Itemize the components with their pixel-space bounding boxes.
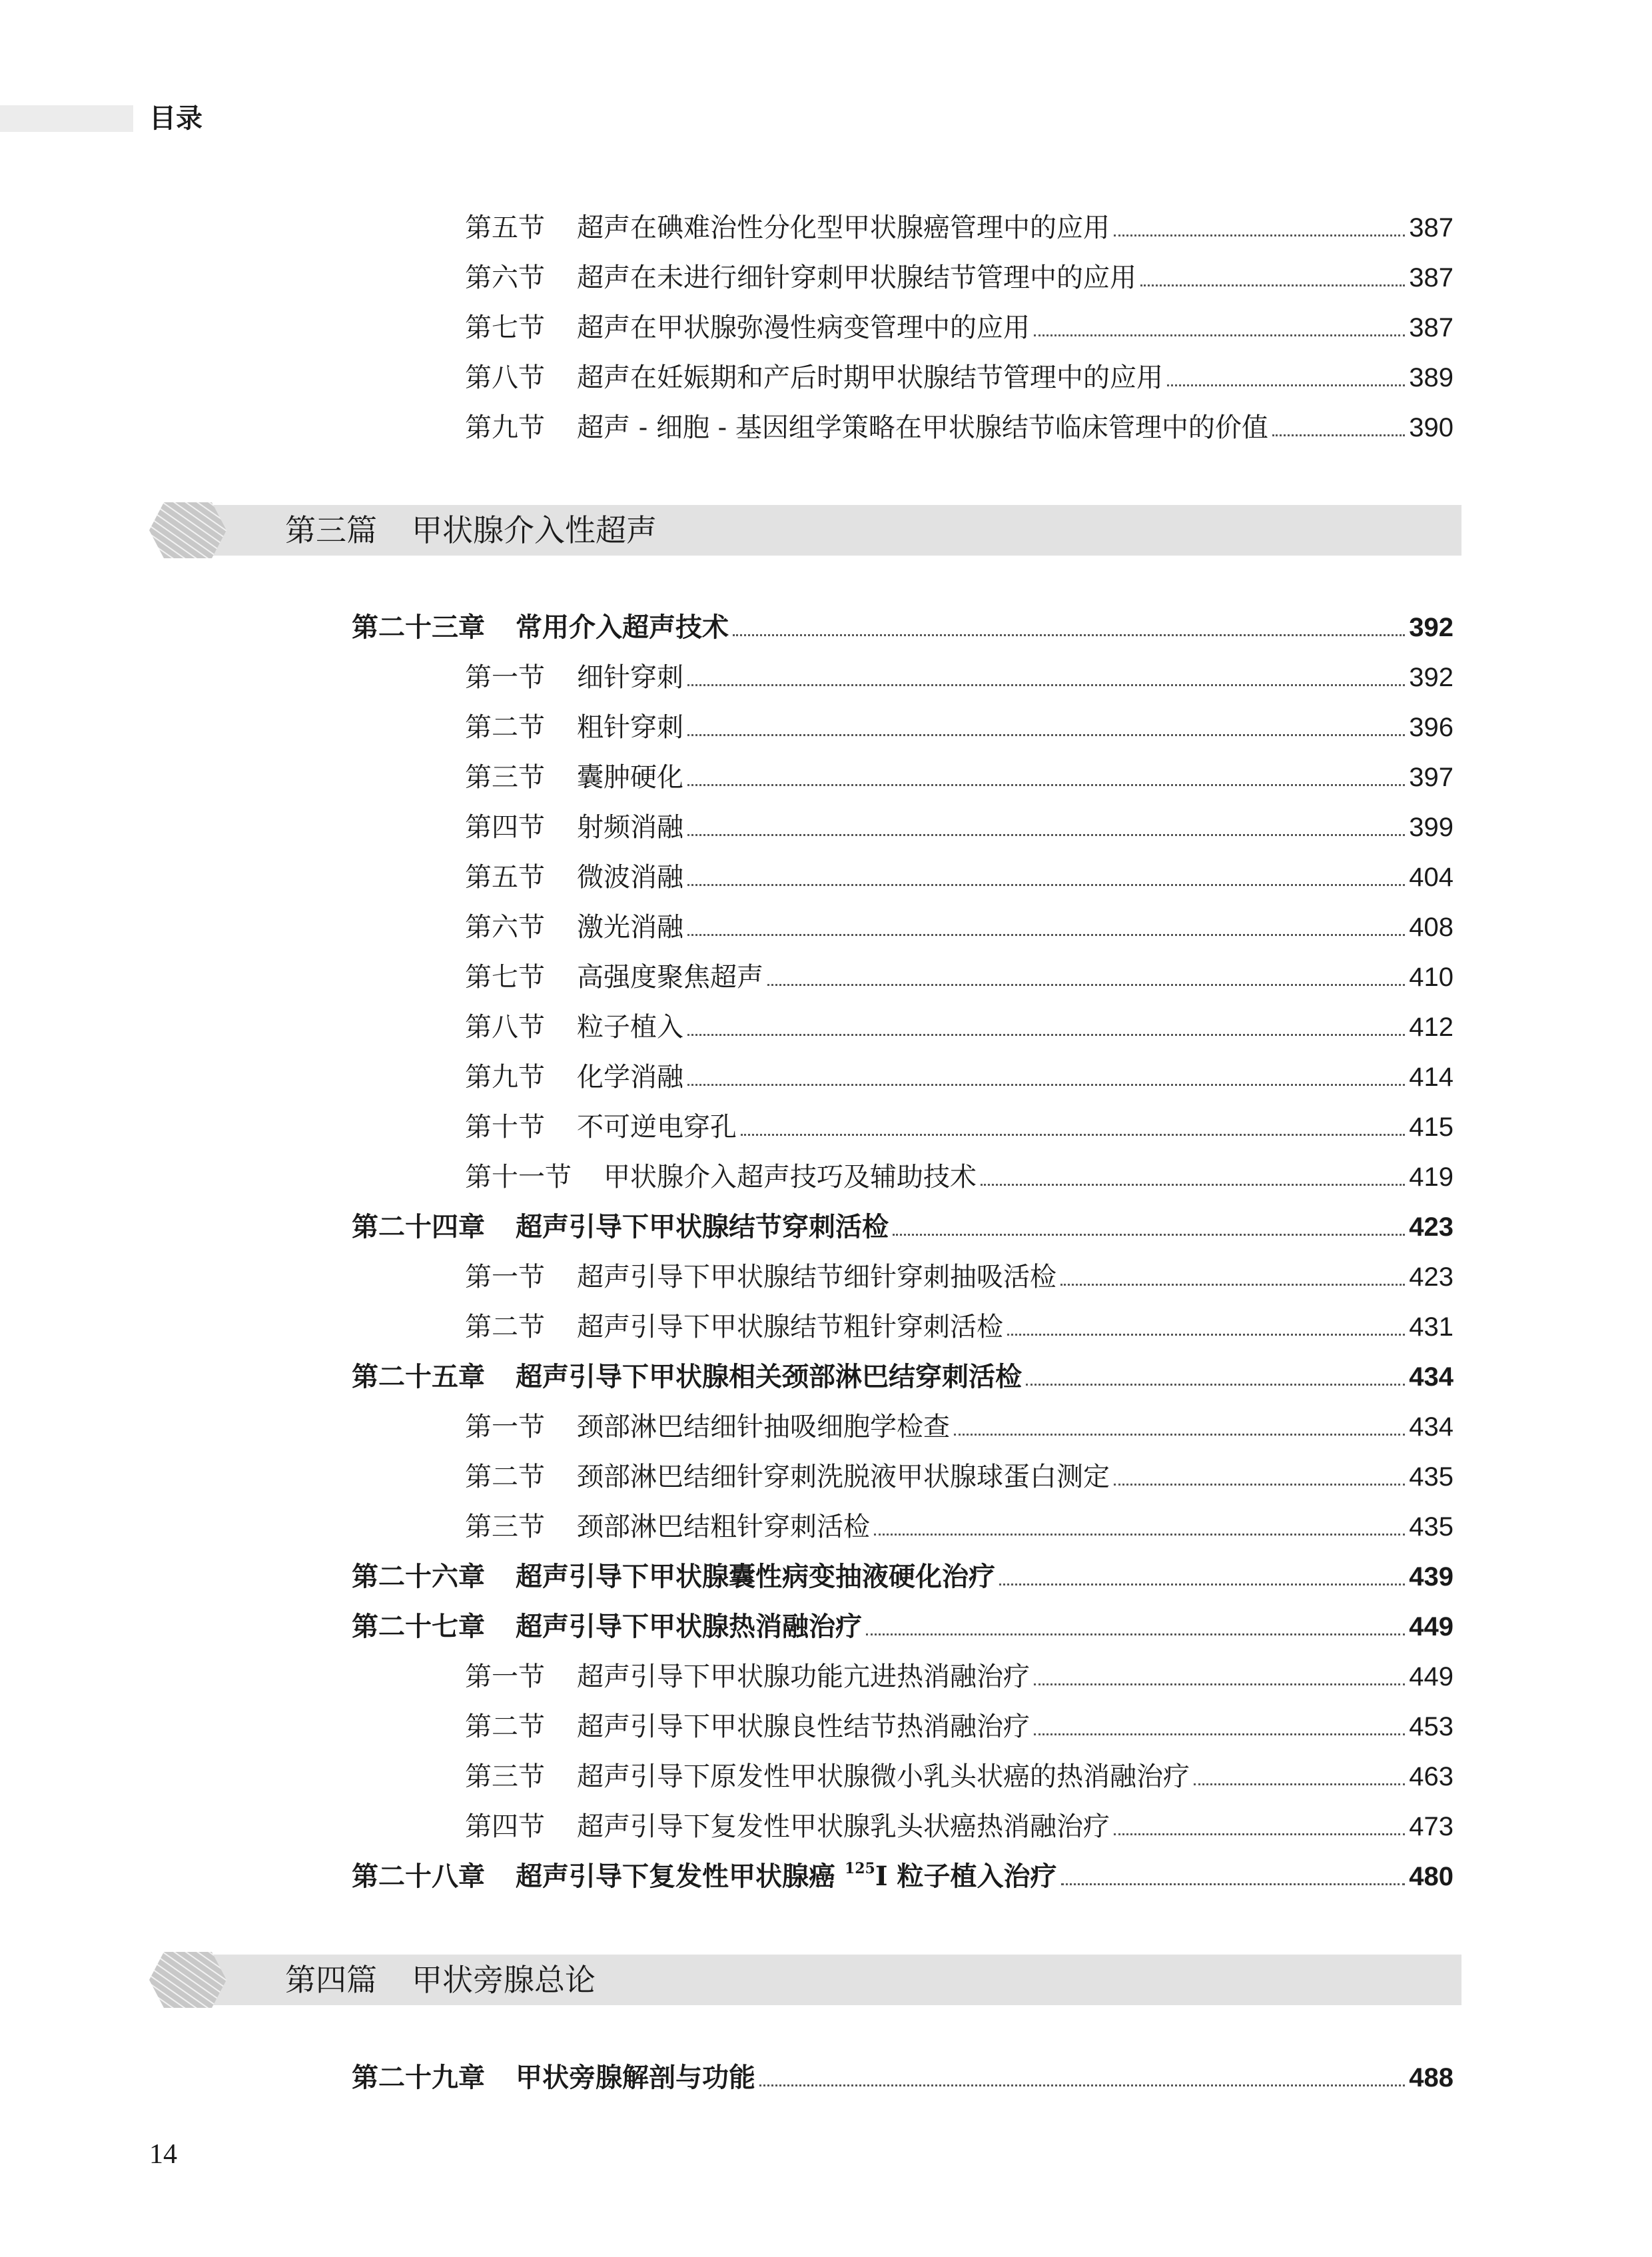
leader-dots xyxy=(1061,1882,1406,1885)
toc-section-row[interactable]: 第二节 超声引导下甲状腺结节粗针穿刺活检 431 xyxy=(465,1312,1453,1342)
toc-chapter-row[interactable]: 第二十七章 超声引导下甲状腺热消融治疗 449 xyxy=(352,1611,1453,1642)
leader-dots xyxy=(1034,1682,1405,1685)
toc-section-row[interactable]: 第十一节 甲状腺介入超声技巧及辅助技术 419 xyxy=(465,1162,1453,1192)
leader-dots xyxy=(1034,1732,1405,1735)
leader-dots xyxy=(741,1132,1405,1136)
leader-dots xyxy=(1026,1382,1405,1386)
leader-dots xyxy=(1114,233,1405,236)
leader-dots xyxy=(687,933,1405,936)
page-number: 14 xyxy=(149,2139,177,2170)
toc-section-row[interactable]: 第二节 颈部淋巴结细针穿刺洗脱液甲状腺球蛋白测定 435 xyxy=(465,1462,1453,1492)
leader-dots xyxy=(733,633,1405,636)
toc-section-row[interactable]: 第九节 化学消融 414 xyxy=(465,1062,1453,1093)
hexagon-icon xyxy=(148,501,228,560)
toc-chapter-row[interactable]: 第二十四章 超声引导下甲状腺结节穿刺活检 423 xyxy=(352,1211,1453,1242)
leader-dots xyxy=(687,1033,1405,1036)
leader-dots xyxy=(687,733,1405,736)
toc-section-row[interactable]: 第四节 超声引导下复发性甲状腺乳头状癌热消融治疗 473 xyxy=(465,1811,1453,1842)
header-bar xyxy=(0,105,133,132)
toc-chapter-row[interactable]: 第二十八章 超声引导下复发性甲状腺癌 $^{125}$I 粒子植入治疗 480 xyxy=(352,1852,1453,1901)
leader-dots xyxy=(1167,383,1405,386)
leader-dots xyxy=(1060,1282,1405,1286)
toc-section-row[interactable]: 第一节 超声引导下甲状腺功能亢进热消融治疗 449 xyxy=(465,1661,1453,1692)
part-title: 第三篇 甲状腺介入性超声 xyxy=(285,512,657,548)
leader-dots xyxy=(1007,1332,1405,1336)
toc-section-row[interactable]: 第六节 超声在未进行细针穿刺甲状腺结节管理中的应用 387 xyxy=(465,262,1453,293)
toc-section-row[interactable]: 第一节 细针穿刺 392 xyxy=(465,662,1453,693)
toc-section-row[interactable]: 第一节 颈部淋巴结细针抽吸细胞学检查 434 xyxy=(465,1412,1453,1442)
leader-dots xyxy=(687,883,1405,886)
leader-dots xyxy=(866,1632,1405,1635)
leader-dots xyxy=(954,1432,1405,1436)
chapter-title: 超声引导下复发性甲状腺癌 $^{125}$I 粒子植入治疗 xyxy=(516,1860,1057,1892)
leader-dots xyxy=(687,833,1405,836)
leader-dots xyxy=(687,783,1405,786)
toc-chapter-row[interactable]: 第二十三章 常用介入超声技术 392 xyxy=(352,612,1453,643)
toc-section-row[interactable]: 第六节 激光消融 408 xyxy=(465,912,1453,943)
leader-dots xyxy=(1140,283,1405,286)
leader-dots xyxy=(1194,1782,1405,1785)
hexagon-icon xyxy=(148,1951,228,2009)
toc-section-row[interactable]: 第九节 超声 - 细胞 - 基因组学策略在甲状腺结节临床管理中的价值 390 xyxy=(465,412,1453,443)
toc-chapter-row[interactable]: 第二十九章 甲状旁腺解剖与功能 488 xyxy=(352,2062,1453,2093)
toc-section-row[interactable]: 第三节 超声引导下原发性甲状腺微小乳头状癌的热消融治疗 463 xyxy=(465,1761,1453,1792)
part-title: 第四篇 甲状旁腺总论 xyxy=(285,1962,596,1998)
leader-dots xyxy=(1114,1482,1405,1486)
leader-dots xyxy=(1114,1832,1405,1835)
toc-section-row[interactable]: 第四节 射频消融 399 xyxy=(465,812,1453,843)
leader-dots xyxy=(687,1083,1405,1086)
toc-section-row[interactable]: 第五节 超声在碘难治性分化型甲状腺癌管理中的应用 387 xyxy=(465,213,1453,243)
toc-section-row[interactable]: 第十节 不可逆电穿孔 415 xyxy=(465,1112,1453,1142)
toc-section-row[interactable]: 第二节 粗针穿刺 396 xyxy=(465,712,1453,743)
toc-section-row[interactable]: 第一节 超声引导下甲状腺结节细针穿刺抽吸活检 423 xyxy=(465,1262,1453,1292)
toc-section-row[interactable]: 第三节 颈部淋巴结粗针穿刺活检 435 xyxy=(465,1512,1453,1542)
toc-section-row[interactable]: 第三节 囊肿硬化 397 xyxy=(465,762,1453,793)
toc-section-row[interactable]: 第五节 微波消融 404 xyxy=(465,862,1453,893)
toc-section-row[interactable]: 第七节 超声在甲状腺弥漫性病变管理中的应用 387 xyxy=(465,312,1453,343)
toc-section-row[interactable]: 第八节 粒子植入 412 xyxy=(465,1012,1453,1043)
leader-dots xyxy=(874,1532,1405,1536)
leader-dots xyxy=(981,1182,1405,1186)
toc-chapter-row[interactable]: 第二十五章 超声引导下甲状腺相关颈部淋巴结穿刺活检 434 xyxy=(352,1361,1453,1392)
leader-dots xyxy=(999,1582,1405,1585)
leader-dots xyxy=(687,683,1405,686)
toc-section-row[interactable]: 第二节 超声引导下甲状腺良性结节热消融治疗 453 xyxy=(465,1711,1453,1742)
toc-section-row[interactable]: 第七节 高强度聚焦超声 410 xyxy=(465,962,1453,993)
toc-section-row[interactable]: 第八节 超声在妊娠期和产后时期甲状腺结节管理中的应用 389 xyxy=(465,362,1453,393)
part-banner xyxy=(148,1951,1461,2009)
leader-dots xyxy=(1034,333,1405,336)
toc-chapter-row[interactable]: 第二十六章 超声引导下甲状腺囊性病变抽液硬化治疗 439 xyxy=(352,1561,1453,1592)
running-header: 目录 xyxy=(149,103,203,134)
leader-dots xyxy=(767,983,1405,986)
leader-dots xyxy=(893,1232,1405,1236)
part-banner xyxy=(148,501,1461,560)
leader-dots xyxy=(759,2083,1405,2086)
leader-dots xyxy=(1272,433,1405,436)
